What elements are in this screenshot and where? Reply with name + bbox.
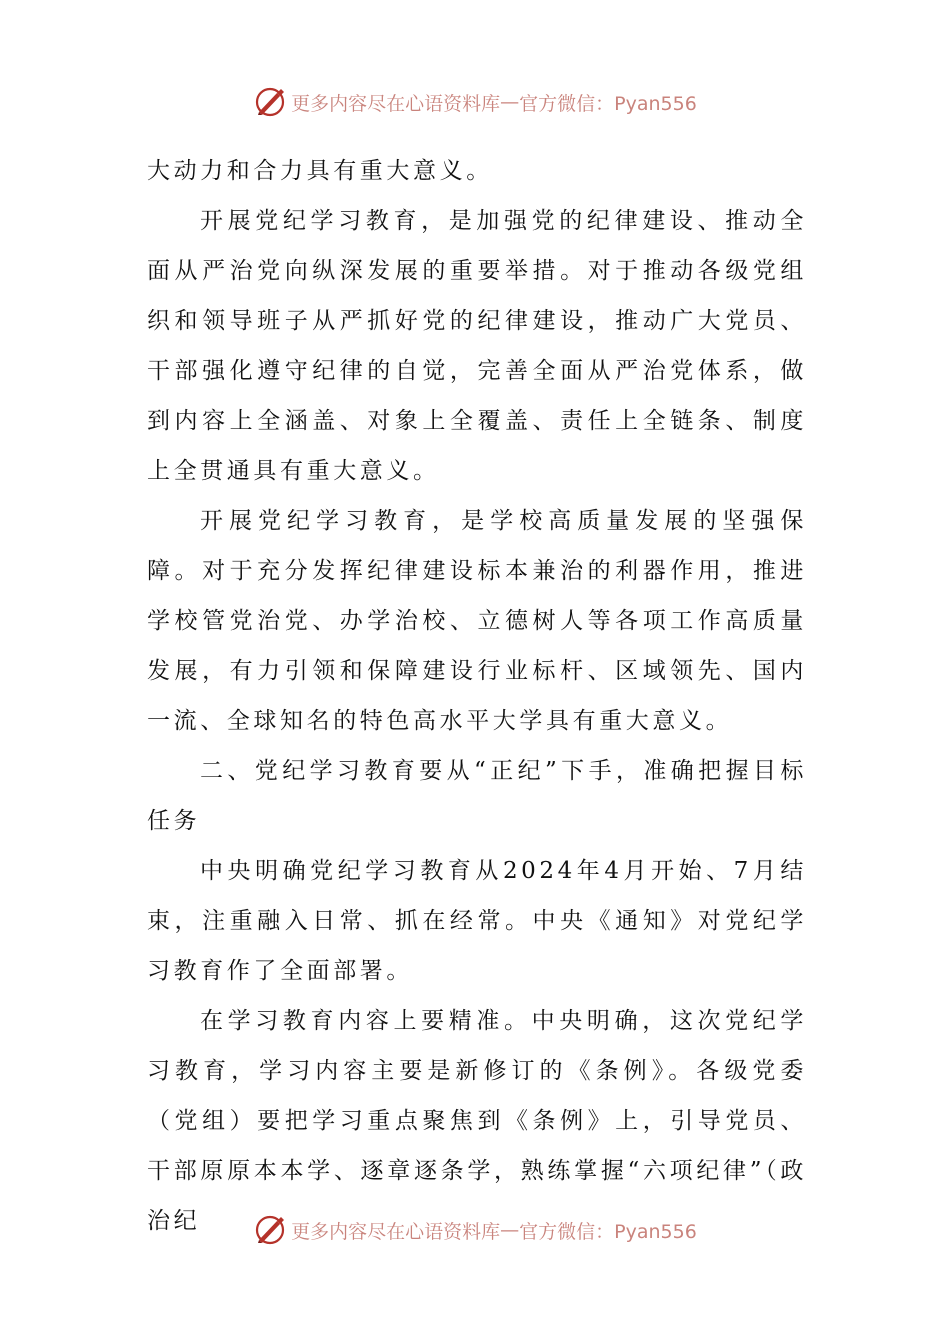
banner-brand-text: 更多内容尽在心语资料库 (291, 92, 501, 115)
paragraph-continuation: 大动力和合力具有重大意义。 (147, 158, 493, 184)
header-watermark-banner (0, 82, 950, 122)
paragraph-study-content: 在学习教育内容上要精准。中央明确，这次党纪学习教育，学习内容主要是新修订的《条例》。各级党委（党组）要把学习重点聚焦到《条例》上，引导党员、干部原原本本学、逐章逐条学，熟练掌握“六项纪律”（政治纪 (147, 1008, 807, 1234)
banner-contact-text: 官方微信：Pyan556 (519, 92, 697, 115)
pen-logo-icon (253, 1213, 287, 1247)
pen-logo-icon (253, 85, 287, 119)
footer-watermark-banner (0, 1210, 950, 1250)
paragraph-central-schedule: 中央明确党纪学习教育从2024年4月开始、7月结束，注重融入日常、抓在经常。中央《通知》对党纪学习教育作了全面部署。 (147, 858, 807, 984)
document-body (147, 146, 807, 1246)
paragraph-school-development: 开展党纪学习教育，是学校高质量发展的坚强保障。对于充分发挥纪律建设标本兼治的利器作用，推进学校管党治党、办学治校、立德树人等各项工作高质量发展，有力引领和保障建设行业标杆、区域领先、国内一流、全球知名的特色高水平大学具有重大意义。 (147, 508, 807, 734)
section-heading-two: 二、党纪学习教育要从“正纪”下手，准确把握目标任务 (147, 758, 807, 834)
banner-separator: — (500, 91, 520, 113)
banner-contact-text: 官方微信：Pyan556 (519, 1220, 697, 1243)
banner-brand-text: 更多内容尽在心语资料库 (291, 1220, 501, 1243)
banner-separator: — (500, 1219, 520, 1241)
paragraph-discipline-building: 开展党纪学习教育，是加强党的纪律建设、推动全面从严治党向纵深发展的重要举措。对于推动各级党组织和领导班子从严抓好党的纪律建设，推动广大党员、干部强化遵守纪律的自觉，完善全面从严治党体系，做到内容上全涵盖、对象上全覆盖、责任上全链条、制度上全贯通具有重大意义。 (147, 208, 807, 484)
